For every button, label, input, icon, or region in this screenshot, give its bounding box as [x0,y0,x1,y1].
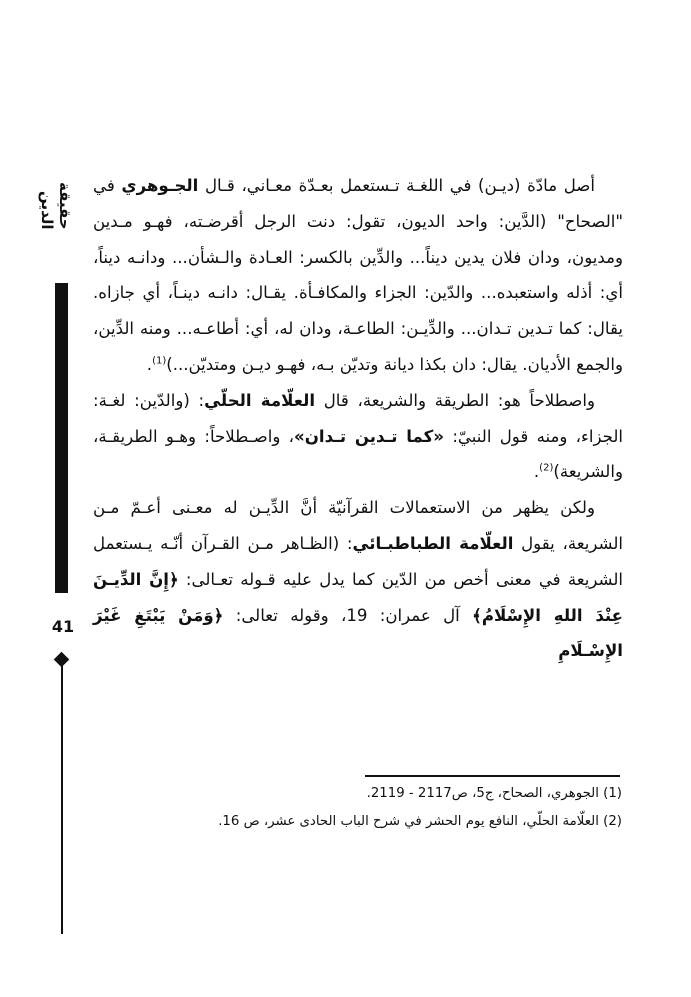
page-number: 41 [51,617,75,636]
side-bar-decoration [55,283,68,593]
bold-name: الجـوهري [121,176,199,195]
running-title-text: حقيقة الدين [38,182,74,230]
footnote-marker: (1) [152,355,167,367]
diamond-ornament-icon [54,652,70,668]
footnote-marker: (2) [539,462,554,474]
text-run: في "الصحاح" (الدَّين: واحد الديون، تقول: دنت الرجل أقرضـته، فهـو مـدين ومديون، ودان فلان يدين ديناً... والدِّين بالكسر: العـادة والـشأن... ودانـه ديناً، أي: أذله واستعبده... والدّين: الجزاء والمكافـأة. يقـال: دانـه دينـاً، أي جازاه. يقال: كما تـدين تـدان... والدِّيـن: الطاعـة، ودان له، أي: أطاعـه... ومنه الدِّين، والجمع الأديان. يقال: دان بكذا ديانة وتديّن بـه، فهـو ديـن ومتديّن...) [93,176,623,374]
quran-verse: ﴿إِنَّ الدِّيـنَ عِنْدَ اللهِ الإِسْلَامُ﴾ [93,569,624,625]
footnote-1: (1) الجوهري، الصحاح، ج5، ص2117 - 2119. [366,786,622,801]
text-run: آل عمران: 19، وقوله تعالى: [223,605,473,625]
text-run: ، واصـطلاحاً: وهـو الطريقـة، والشريعة) [93,426,623,482]
bold-name: العلّامة الطباطبـائي [352,533,514,553]
paragraph-technical-meaning [93,383,623,490]
footnotes [200,780,622,836]
text-run: : (الظـاهر مـن القـرآن أنّـه يـستعمل الشريعة في معنى أخص من الدّين كما يدل عليه قـوله تعـالى: [93,533,623,589]
side-rule-line [61,666,63,934]
text-run: ولكن يظهر من الاستعمالات القرآنيّة أنَّ الدِّيـن له معـنى أعـمّ مـن الشريعة، يقول [93,498,623,553]
text-run: أصل مادّة (ديـن) في اللغـة تـستعمل بعـدّة معـاني، قـال [198,176,595,195]
quran-verse: ﴿وَمَنْ يَبْتَغِ غَيْرَ الإِسْـلَامِ [93,605,623,661]
paragraph-quranic-usage [93,490,623,669]
paragraph-linguistic-meaning [93,168,623,383]
running-title [36,150,76,230]
footnote-2: (2) العلّامة الحلّي، النافع يوم الحشر في شرح الباب الحادى عشر، ص 16. [218,814,622,829]
text-run: واصطلاحاً هو: الطريقة والشريعة، قال [315,390,595,410]
footnote-separator [365,775,620,777]
text-run: : (والدّين: لغـة: الجزاء، ومنه قول النبيّ: [93,390,623,446]
text-run: . [533,462,540,482]
main-text [93,168,623,669]
bold-hadith: «كما تـدين تـدان» [294,426,445,446]
bold-name: العلّامة الحلّي [204,390,316,410]
text-run: . [146,354,153,374]
